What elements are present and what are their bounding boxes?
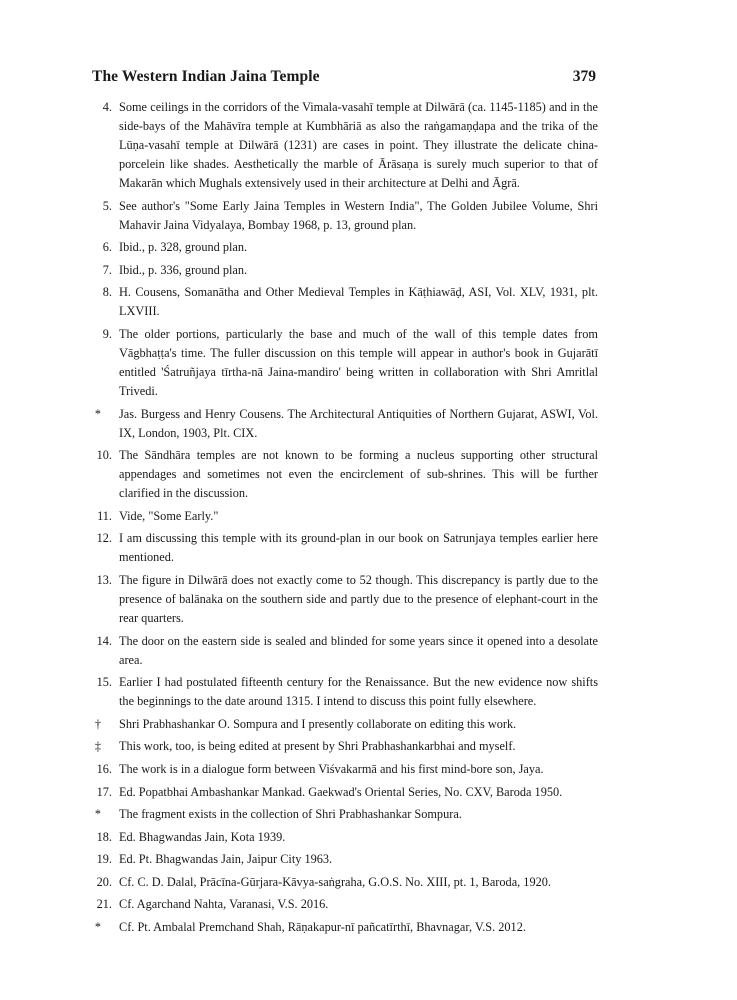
endnote — [88, 673, 598, 711]
endnote — [88, 828, 598, 847]
endnote — [88, 197, 598, 235]
endnotes-list — [88, 98, 598, 941]
note-text: The figure in Dilwārā does not exactly come to 52 though. This discrepancy is partly due to the presence of balānaka on the southern side and partly due to the presence of elephant-court in the rear quarters. — [119, 572, 598, 625]
endnote — [88, 918, 598, 937]
note-text: The older portions, particularly the base and much of the wall of this temple dates from Vāgbhaṭṭa's time. The fuller discussion on this temple will appear in author's book in Gujarātī entitled 'Śatruñjaya tīrtha-nā Jaina-mandiro' being written in collaboration with Shri Amritlal Trivedi. — [119, 326, 598, 398]
note-marker: 5. — [102, 198, 112, 213]
note-marker: 16. — [96, 761, 112, 776]
note-text: Cf. Pt. Ambalal Premchand Shah, Rāṇakapur-nī pañcatīrthī, Bhavnagar, V.S. 2012. — [119, 920, 526, 935]
endnote — [88, 529, 598, 567]
endnote — [88, 98, 598, 193]
endnote — [88, 325, 598, 401]
note-marker: 6. — [102, 240, 112, 255]
note-text: The fragment exists in the collection of Shri Prabhashankar Sompura. — [119, 807, 462, 822]
endnote — [88, 760, 598, 779]
endnote — [88, 238, 598, 257]
note-marker: † — [94, 716, 102, 731]
note-marker: 14. — [96, 633, 112, 648]
endnote — [88, 805, 598, 824]
note-marker: 8. — [102, 285, 112, 300]
endnote — [88, 261, 598, 280]
note-text: The work is in a dialogue form between Viśvakarmā and his first mind-bore son, Jaya. — [119, 761, 544, 776]
note-text: Shri Prabhashankar O. Sompura and I presently collaborate on editing this work. — [119, 716, 517, 731]
note-marker: 13. — [96, 572, 112, 587]
endnote — [88, 446, 598, 503]
note-marker: * — [94, 920, 102, 935]
note-marker: 18. — [96, 829, 112, 844]
note-text: The Sāndhāra temples are not known to be forming a nucleus supporting other structural appendages and sometimes not even the encirclement of sub-shrines. This will be further clarified in the discussion. — [119, 448, 598, 501]
note-text: Cf. Agarchand Nahta, Varanasi, V.S. 2016. — [119, 897, 329, 912]
page-number: 379 — [572, 68, 596, 85]
endnote — [88, 895, 598, 914]
note-marker: 15. — [96, 675, 112, 690]
note-text: Jas. Burgess and Henry Cousens. The Architectural Antiquities of Northern Gujarat, ASWI, Vol. IX, London, 1903, Plt. CIX. — [119, 406, 598, 440]
note-text: See author's "Some Early Jaina Temples in Western India", The Golden Jubilee Volume, Shri Mahavir Jaina Vidyalaya, Bombay 1968, p. 13, ground plan. — [119, 198, 598, 232]
endnote — [88, 737, 598, 756]
note-marker: * — [94, 406, 102, 421]
note-text: Ibid., p. 336, ground plan. — [119, 262, 248, 277]
endnote — [88, 405, 598, 443]
endnote — [88, 571, 598, 628]
note-text: Ed. Bhagwandas Jain, Kota 1939. — [119, 829, 286, 844]
note-text: H. Cousens, Somanātha and Other Medieval Temples in Kāṭhiawāḍ, ASI, Vol. XLV, 1931, plt. LXVIII. — [119, 285, 598, 319]
note-marker: 19. — [96, 852, 112, 867]
endnote — [88, 850, 598, 869]
note-marker: 4. — [102, 100, 112, 114]
note-text: Ed. Pt. Bhagwandas Jain, Jaipur City 1963. — [119, 852, 333, 867]
note-marker: 10. — [96, 448, 112, 463]
page-header — [92, 68, 596, 90]
note-marker: 11. — [97, 508, 112, 523]
note-text: Vide, "Some Early." — [119, 508, 219, 523]
note-marker: 12. — [96, 531, 112, 546]
note-marker: 20. — [96, 874, 112, 889]
endnote — [88, 283, 598, 321]
endnote — [88, 507, 598, 526]
endnote — [88, 873, 598, 892]
note-text: Some ceilings in the corridors of the Vimala-vasahī temple at Dilwārā (ca. 1145-1185) and in the side-bays of the Mahāvīra temple at Kumbhāriā as also the raṅgamaṇḍapa and the trika of the Lūṇa-vasahī temple at Dilwārā (1231) are cases in point. They illustrate the delicate china-porcelein like shades. Aesthetically the marble of Ārāsaṇa is surely much superior to that of Makarān which Mughals extensively used in their architecture at Delhi and Āgrā. — [119, 100, 598, 190]
note-marker: 7. — [102, 262, 112, 277]
note-text: Earlier I had postulated fifteenth century for the Renaissance. But the new evidence now shifts the beginnings to the date around 1315. I intend to discuss this point fully elsewhere. — [119, 675, 598, 709]
note-marker: 21. — [96, 897, 112, 912]
note-marker: 9. — [102, 326, 112, 341]
endnote — [88, 632, 598, 670]
note-text: This work, too, is being edited at present by Shri Prabhashankarbhai and myself. — [119, 739, 516, 754]
endnote — [88, 715, 598, 734]
note-text: I am discussing this temple with its ground-plan in our book on Satrunjaya temples earlier here mentioned. — [119, 531, 598, 565]
note-marker: ‡ — [94, 739, 102, 754]
note-text: Ibid., p. 328, ground plan. — [119, 240, 248, 255]
endnote — [88, 783, 598, 802]
running-title: The Western Indian Jaina Temple — [92, 68, 320, 85]
note-text: The door on the eastern side is sealed and blinded for some years since it opened into a desolate area. — [119, 633, 598, 667]
note-text: Cf. C. D. Dalal, Prācīna-Gūrjara-Kāvya-saṅgraha, G.O.S. No. XIII, pt. 1, Baroda, 1920. — [119, 874, 551, 889]
note-marker: * — [94, 807, 102, 822]
note-marker: 17. — [96, 784, 112, 799]
note-text: Ed. Popatbhai Ambashankar Mankad. Gaekwad's Oriental Series, No. CXV, Baroda 1950. — [119, 784, 563, 799]
